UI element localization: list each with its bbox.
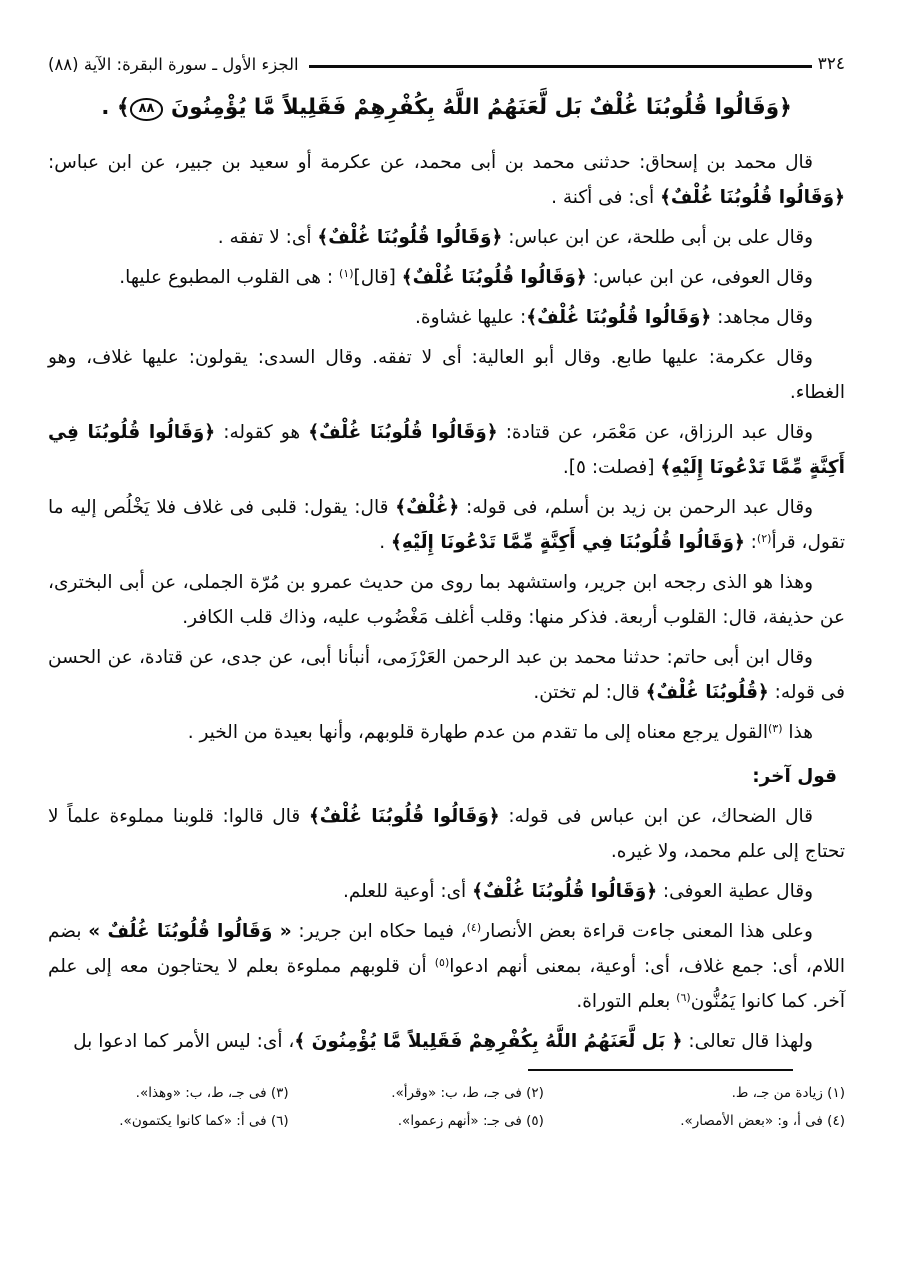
body-text: . bbox=[379, 531, 391, 553]
paragraph bbox=[48, 715, 845, 750]
body-text: أى: أوعية للعلم. bbox=[342, 880, 473, 902]
footnote: (٤) فى أ، و: «بعض الأمصار». bbox=[680, 1113, 845, 1130]
body-text: [فصلت: ٥]. bbox=[562, 456, 661, 478]
footnote-separator-rule bbox=[528, 1069, 793, 1072]
body-text: : bbox=[744, 531, 757, 553]
footnote-ref: (٣) bbox=[767, 721, 783, 735]
paragraph bbox=[48, 300, 845, 335]
body-text: هذا bbox=[782, 721, 813, 743]
footnote: (٥) فى جـ: «أنهم زعموا». bbox=[397, 1113, 544, 1130]
body-text: أى: لا تفقه . bbox=[217, 226, 318, 248]
body-text: وقال على بن أبى طلحة، عن ابن عباس: bbox=[502, 226, 813, 248]
footnote: (٦) فى أ: «كما كانوا يكتمون». bbox=[119, 1113, 289, 1130]
quran-quote: ﴿وَقَالُوا قُلُوبُنَا غُلْفٌ﴾ bbox=[308, 421, 498, 443]
quran-quote: ﴿وَقَالُوا قُلُوبُنَا فِي أَكِنَّةٍ مِّمَّا تَدْعُونَا إِلَيْهِ﴾ bbox=[48, 421, 845, 478]
body-text: قال قالوا: قلوبنا مملوءة علماً لا تحتاج إلى علم محمد، ولا غيره. bbox=[48, 805, 845, 862]
paragraph bbox=[48, 145, 845, 215]
ayah-number-badge: ٨٨ bbox=[130, 98, 164, 121]
paragraph bbox=[48, 220, 845, 255]
footnotes-section bbox=[48, 1069, 845, 1134]
body-text: ولهذا قال تعالى: bbox=[682, 1030, 813, 1052]
quran-quote: ﴿وَقَالُوا قُلُوبُنَا غُلْفٌ﴾ bbox=[308, 805, 500, 827]
quran-quote: ﴿غُلْفٌ﴾ bbox=[395, 496, 460, 518]
body-text: وقال عكرمة: عليها طابع. وقال أبو العالية: أى لا تفقه. وقال السدى: يقولون: عليها غلاف، وهو الغطاء. bbox=[48, 346, 845, 403]
paragraphs bbox=[48, 145, 845, 1059]
footnote: (٢) فى جـ، ط، ب: «وقرأ». bbox=[391, 1085, 544, 1102]
body-text: بعلم التوراة. bbox=[576, 990, 677, 1012]
body-text: وقال ابن أبى حاتم: حدثنا محمد بن عبد الرحمن العَرْزَمى، أنبأنا أبى، عن جدى، عن قتادة، عن الحسن فى قوله: bbox=[48, 646, 845, 703]
body-text: وهذا هو الذى رجحه ابن جرير، واستشهد بما روى من حديث عمرو بن مُرّة الجملى، عن أبى البخترى، عن حذيفة، قال: القلوب أربعة. فذكر منها: وقلب أغلف مَغْضُوب عليه، وذاك قلب الكافر. bbox=[48, 571, 845, 628]
quran-quote: ﴿وَقَالُوا قُلُوبُنَا فِي أَكِنَّةٍ مِّمَّا تَدْعُونَا إِلَيْهِ﴾ bbox=[390, 531, 745, 553]
footnote-ref: (٢) bbox=[756, 531, 772, 545]
footnotes-grid bbox=[48, 1081, 845, 1134]
paragraph bbox=[48, 260, 845, 295]
paragraph bbox=[48, 415, 845, 485]
body-text: ، فيما حكاه ابن جرير: bbox=[291, 920, 467, 942]
body-text: [قال] bbox=[353, 266, 402, 288]
body-text: : هى القلوب المطبوع عليها. bbox=[119, 266, 339, 288]
body-text: وقال عبد الرحمن بن زيد بن أسلم، فى قوله: bbox=[459, 496, 813, 518]
verse-open-bracket: ﴿ bbox=[779, 95, 792, 120]
body-text: : عليها غشاوة. bbox=[415, 306, 527, 328]
footnote-ref: (٥) bbox=[434, 955, 450, 969]
quran-quote: ﴿وَقَالُوا قُلُوبُنَا غُلْفٌ﴾ bbox=[472, 880, 658, 902]
footnote-ref: (١) bbox=[338, 266, 354, 280]
header-rule bbox=[309, 65, 812, 68]
quran-quote: ﴿وَقَالُوا قُلُوبُنَا غُلْفٌ﴾ bbox=[401, 266, 587, 288]
verse-trailing-period: . bbox=[101, 95, 110, 120]
page-header bbox=[48, 54, 845, 74]
body-text: أى: فى أكنة . bbox=[551, 186, 661, 208]
body-text: القول يرجع معناه إلى ما تقدم من عدم طهارة قلوبهم، وأنها بعيدة من الخير . bbox=[187, 721, 768, 743]
quran-quote: ﴿وَقَالُوا قُلُوبُنَا غُلْفٌ﴾ bbox=[660, 186, 845, 208]
paragraph bbox=[48, 914, 845, 1019]
verse-close-bracket: ﴾ bbox=[116, 95, 130, 120]
body-text: أن قلوبهم مملوءة بعلم لا يحتاجون معه إلى علم آخر. كما كانوا يَمُنُّون bbox=[48, 955, 845, 1012]
footnote-ref: (٦) bbox=[676, 990, 691, 1004]
body-text: وقال عبد الرزاق، عن مَعْمَر، عن قتادة: bbox=[497, 421, 813, 443]
quran-quote: ﴿وَقَالُوا قُلُوبُنَا غُلْفٌ﴾ bbox=[317, 226, 503, 248]
quran-quote: ﴿قُلُوبُنَا غُلْفٌ﴾ bbox=[645, 681, 769, 703]
quran-quote: « وَقَالُوا قُلُوبُنَا غُلُفٌ » bbox=[88, 920, 292, 942]
verse-text: وَقَالُوا قُلُوبُنَا غُلْفٌ بَل لَّعَنَهُمُ اللَّهُ بِكُفْرِهِمْ فَقَلِيلاً مَّا يُؤْمِنُونَ bbox=[170, 95, 780, 120]
paragraph bbox=[48, 565, 845, 635]
body-text: بضم اللام، أى: جمع غلاف، أى: أوعية، بمعنى أنهم ادعوا bbox=[48, 920, 845, 977]
body-text: قال: لم تختن. bbox=[533, 681, 646, 703]
body-text: قال محمد بن إسحاق: حدثنى محمد بن أبى محمد، عن عكرمة أو سعيد بن جبير، عن ابن عباس: bbox=[48, 151, 813, 173]
quran-verse bbox=[48, 88, 845, 129]
body-text: قال الضحاك، عن ابن عباس فى قوله: bbox=[499, 805, 814, 827]
quran-quote: ﴿ بَل لَّعَنَهُمُ اللَّهُ بِكُفْرِهِمْ فَقَلِيلاً مَّا يُؤْمِنُونَ ﴾ bbox=[294, 1030, 683, 1052]
footnote-ref: (٤) bbox=[466, 920, 482, 934]
body-text: وقال مجاهد: bbox=[711, 306, 813, 328]
footnote: (٣) فى جـ، ط، ب: «وهذا». bbox=[135, 1085, 289, 1102]
footnote: (١) زيادة من جـ، ط. bbox=[731, 1085, 845, 1102]
paragraph bbox=[48, 1024, 845, 1059]
body-text: ، أى: ليس الأمر كما ادعوا بل bbox=[73, 1030, 295, 1052]
body-text: وعلى هذا المعنى جاءت قراءة بعض الأنصار bbox=[481, 920, 813, 942]
paragraph bbox=[48, 490, 845, 560]
paragraph bbox=[48, 799, 845, 869]
body-text: وقال عطية العوفى: bbox=[657, 880, 813, 902]
paragraph bbox=[48, 640, 845, 710]
quran-quote: ﴿وَقَالُوا قُلُوبُنَا غُلْفٌ﴾ bbox=[526, 306, 712, 328]
paragraph bbox=[48, 874, 845, 909]
body-text: قال: يقول: قلبى فى غلاف فلا يَخْلُص إليه ما تقول، قرأ bbox=[48, 496, 845, 553]
page-number: ٣٢٤ bbox=[817, 54, 845, 74]
section-heading: قول آخر: bbox=[752, 765, 837, 787]
paragraph bbox=[48, 340, 845, 410]
header-title: الجزء الأول ـ سورة البقرة: الآية (٨٨) bbox=[48, 54, 299, 74]
body-text: وقال العوفى، عن ابن عباس: bbox=[586, 266, 813, 288]
body-text: هو كقوله: bbox=[215, 421, 309, 443]
